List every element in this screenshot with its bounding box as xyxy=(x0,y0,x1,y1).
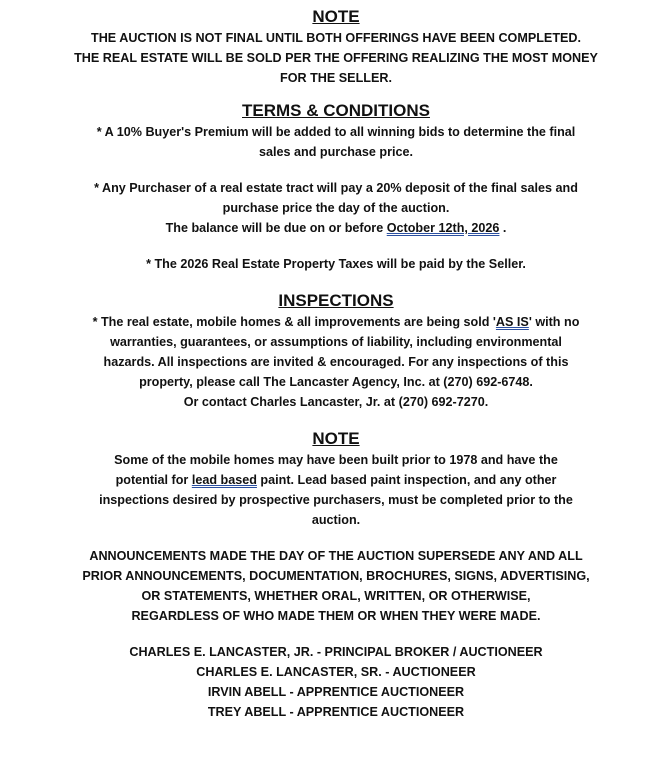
note-line: FOR THE SELLER. xyxy=(280,71,392,85)
lead-paint-suffix: paint. Lead based paint inspection, and any other xyxy=(256,473,557,487)
note-section-lead-paint xyxy=(14,428,658,530)
note-heading: NOTE xyxy=(312,7,360,26)
terms-section xyxy=(14,100,658,274)
lead-paint-line: Some of the mobile homes may have been built prior to 1978 and have the xyxy=(114,453,558,467)
announcement-line: ANNOUNCEMENTS MADE THE DAY OF THE AUCTION SUPERSEDE ANY AND ALL xyxy=(89,549,583,563)
auctioneer-line: CHARLES E. LANCASTER, JR. - PRINCIPAL BROKER / AUCTIONEER xyxy=(129,645,543,659)
announcement-line: REGARDLESS OF WHO MADE THEM OR WHEN THEY WERE MADE. xyxy=(131,609,541,623)
lead-paint-line: auction. xyxy=(311,513,361,527)
buyers-premium-line: * A 10% Buyer's Premium will be added to all winning bids to determine the final xyxy=(96,125,576,139)
auctioneer-line: TREY ABELL - APPRENTICE AUCTIONEER xyxy=(207,705,465,719)
inspections-line: warranties, guarantees, or assumptions of liability, including environmental xyxy=(110,335,562,349)
announcement-line: OR STATEMENTS, WHETHER ORAL, WRITTEN, OR OTHERWISE, xyxy=(141,589,531,603)
announcements-section xyxy=(14,546,658,626)
note-line: THE AUCTION IS NOT FINAL UNTIL BOTH OFFERINGS HAVE BEEN COMPLETED. xyxy=(91,31,581,45)
balance-prefix: The balance will be due on or before xyxy=(165,221,387,235)
lead-paint-line: inspections desired by prospective purchasers, must be completed prior to the xyxy=(99,493,573,507)
inspections-line: Or contact Charles Lancaster, Jr. at (270) 692-7270. xyxy=(183,395,489,409)
deposit-line: * Any Purchaser of a real estate tract will pay a 20% deposit of the final sales and xyxy=(94,181,578,195)
balance-due-date: October 12th, 2026 xyxy=(386,221,500,235)
inspections-line: property, please call The Lancaster Agency, Inc. at (270) 692-6748. xyxy=(139,375,533,389)
inspections-line-suffix: ' with no xyxy=(528,315,580,329)
property-taxes-line: * The 2026 Real Estate Property Taxes will be paid by the Seller. xyxy=(146,257,526,271)
note-section-auction-final xyxy=(14,6,658,88)
announcement-line: PRIOR ANNOUNCEMENTS, DOCUMENTATION, BROCHURES, SIGNS, ADVERTISING, xyxy=(82,569,590,583)
note-line: THE REAL ESTATE WILL BE SOLD PER THE OFFERING REALIZING THE MOST MONEY xyxy=(74,51,598,65)
as-is-text: AS IS xyxy=(495,315,529,329)
inspections-section xyxy=(14,290,658,412)
terms-heading: TERMS & CONDITIONS xyxy=(242,101,430,120)
lead-paint-prefix: potential for xyxy=(115,473,192,487)
lead-based-text: lead based xyxy=(191,473,257,487)
lead-paint-line xyxy=(14,470,658,490)
auctioneer-line: CHARLES E. LANCASTER, SR. - AUCTIONEER xyxy=(196,665,476,679)
balance-due-line xyxy=(14,218,658,238)
auctioneers-section xyxy=(14,642,658,722)
auctioneer-line: IRVIN ABELL - APPRENTICE AUCTIONEER xyxy=(207,685,465,699)
inspections-line: hazards. All inspections are invited & encouraged. For any inspections of this xyxy=(103,355,569,369)
buyers-premium-line: sales and purchase price. xyxy=(259,145,413,159)
inspections-line-prefix: * The real estate, mobile homes & all improvements are being sold ' xyxy=(92,315,496,329)
inspections-heading: INSPECTIONS xyxy=(278,291,394,310)
note-heading: NOTE xyxy=(312,429,360,448)
deposit-line: purchase price the day of the auction. xyxy=(222,201,450,215)
balance-suffix: . xyxy=(499,221,507,235)
inspections-line xyxy=(14,312,658,332)
